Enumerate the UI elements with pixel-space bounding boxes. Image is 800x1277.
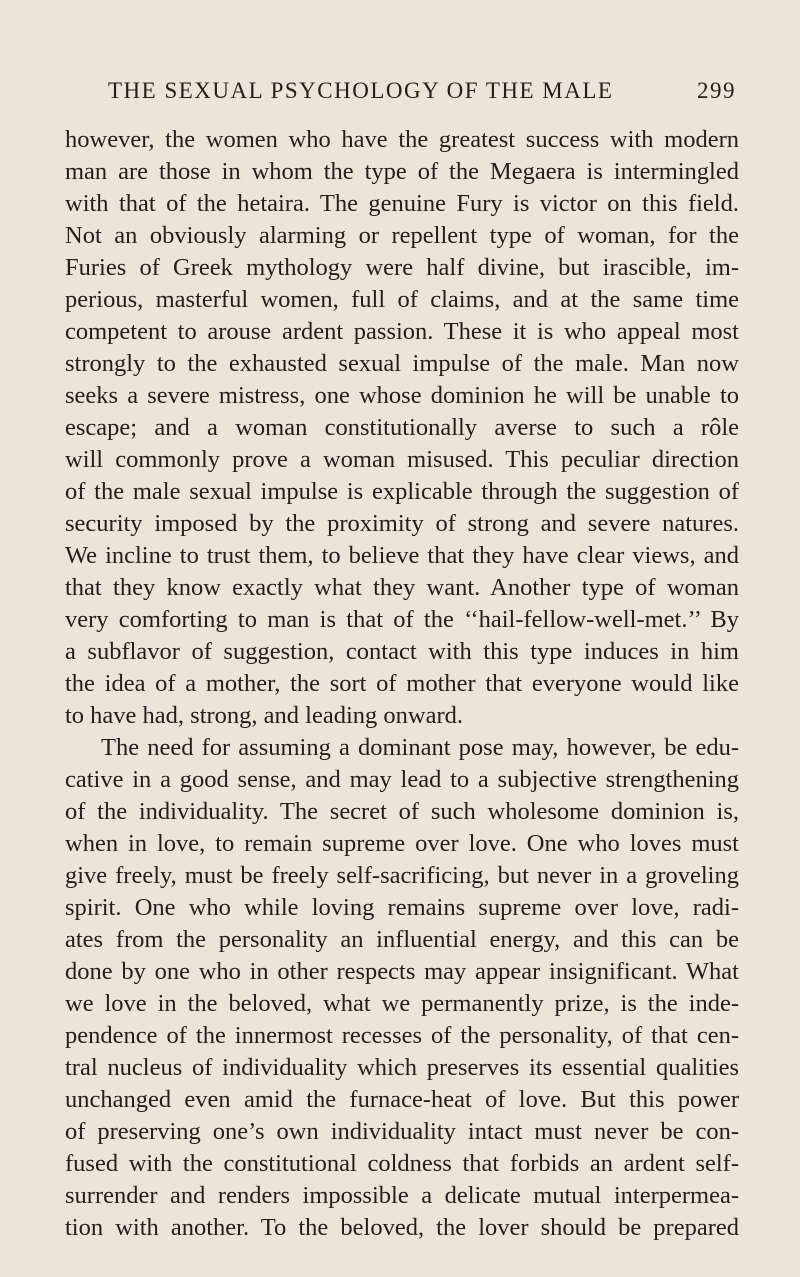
text-line: The need for assuming a dominant pose may, however, be edu- — [101, 734, 739, 761]
text-line: Furies of Greek mythology were half divine, but irascible, im- — [65, 254, 739, 281]
text-line: competent to arouse ardent passion. These it is who appeal most — [65, 318, 739, 345]
text-line: escape; and a woman constitutionally averse to such a rôle — [65, 414, 739, 441]
text-line: done by one who in other respects may appear insignificant. What — [65, 958, 739, 985]
text-line: unchanged even amid the furnace-heat of love. But this power — [65, 1086, 739, 1113]
text-line: very comforting to man is that of the ‘‘hail-fellow-well-met.’’ By — [65, 606, 739, 633]
text-line: We incline to trust them, to believe that they have clear views, and — [65, 542, 739, 569]
running-title: THE SEXUAL PSYCHOLOGY OF THE MALE — [108, 78, 614, 103]
page-number: 299 — [697, 78, 736, 103]
text-line: of the individuality. The secret of such wholesome dominion is, — [65, 798, 739, 825]
text-line: that they know exactly what they want. Another type of woman — [65, 574, 739, 601]
text-line: of the male sexual impulse is explicable through the suggestion of — [65, 478, 739, 505]
running-head — [108, 74, 736, 108]
body-text — [65, 124, 739, 1244]
text-line: with that of the hetaira. The genuine Fury is victor on this field. — [65, 190, 739, 217]
text-line: spirit. One who while loving remains supreme over love, radi- — [65, 894, 739, 921]
text-line: man are those in whom the type of the Megaera is intermingled — [65, 158, 739, 185]
text-line: to have had, strong, and leading onward. — [65, 702, 464, 729]
text-line: pendence of the innermost recesses of the personality, of that cen- — [65, 1022, 739, 1049]
text-line: perious, masterful women, full of claims, and at the same time — [65, 286, 739, 313]
text-line: cative in a good sense, and may lead to a subjective strengthening — [65, 766, 739, 793]
text-line: will commonly prove a woman misused. This peculiar direction — [65, 446, 739, 473]
text-line: of preserving one’s own individuality intact must never be con- — [65, 1118, 739, 1145]
text-line: ates from the personality an influential energy, and this can be — [65, 926, 739, 953]
text-line: strongly to the exhausted sexual impulse of the male. Man now — [65, 350, 739, 377]
text-line: the idea of a mother, the sort of mother that everyone would like — [65, 670, 739, 697]
text-line: Not an obviously alarming or repellent type of woman, for the — [65, 222, 739, 249]
text-line: give freely, must be freely self-sacrificing, but never in a groveling — [65, 862, 739, 889]
text-line: security imposed by the proximity of strong and severe natures. — [65, 510, 739, 537]
text-line: seeks a severe mistress, one whose dominion he will be unable to — [65, 382, 739, 409]
paragraph-2 — [65, 732, 739, 1244]
text-line: however, the women who have the greatest success with modern — [65, 126, 739, 153]
text-line: tion with another. To the beloved, the lover should be prepared — [65, 1214, 739, 1241]
text-line: fused with the constitutional coldness that forbids an ardent self- — [65, 1150, 739, 1177]
text-line: when in love, to remain supreme over love. One who loves must — [65, 830, 739, 857]
text-line: tral nucleus of individuality which preserves its essential qualities — [65, 1054, 739, 1081]
text-line: surrender and renders impossible a delicate mutual interpermea- — [65, 1182, 739, 1209]
text-line: we love in the beloved, what we permanently prize, is the inde- — [65, 990, 739, 1017]
text-line: a subflavor of suggestion, contact with this type induces in him — [65, 638, 739, 665]
paragraph-1 — [65, 124, 739, 732]
